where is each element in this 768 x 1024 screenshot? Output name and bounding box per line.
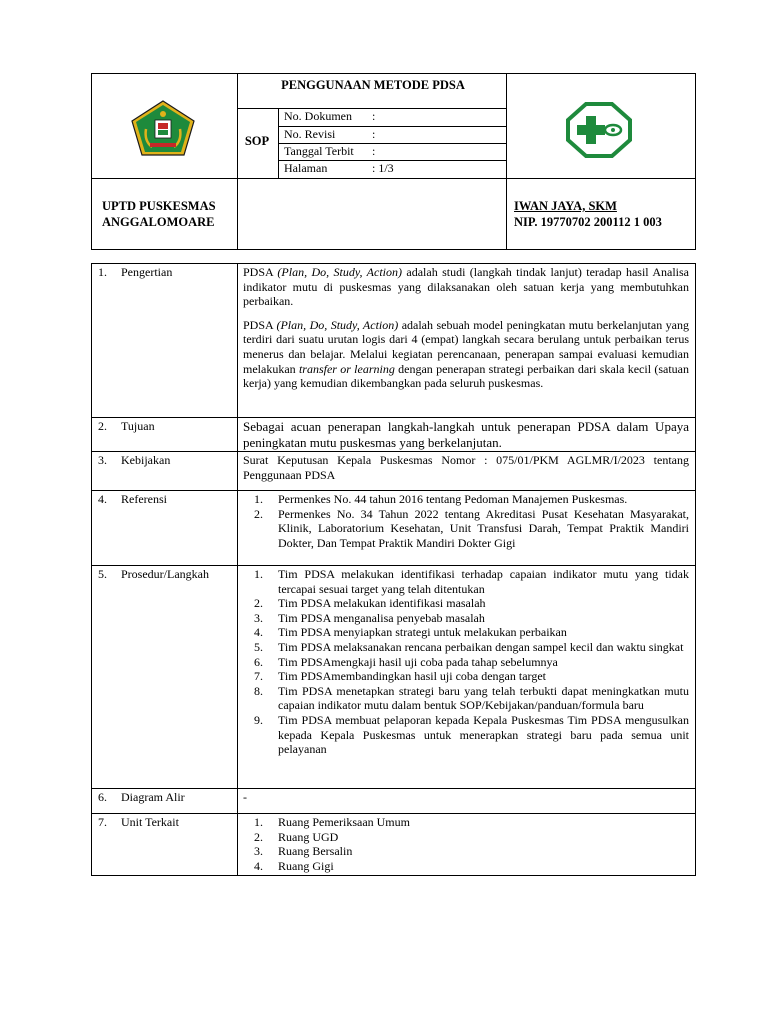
text-run-italic: (Plan, Do, Study, Action) — [277, 265, 402, 279]
section-number: 3. — [98, 453, 107, 467]
meta-value: : — [372, 127, 376, 141]
text-run: adalah sebuah model peningkatan mutu berkelanjutan yang terdiri dari suatu urutan logis dari 4 (empat) langkah secara berulang untuk perbaikan terus menerus dan belajar. Melalui kegiatan perencanaan, penerapan sampai evaluasi kemudian melakukan — [243, 317, 689, 376]
list-item — [243, 492, 689, 507]
org-line: UPTD PUSKESMAS — [102, 199, 216, 213]
list-number: 3. — [254, 610, 263, 625]
meta-row-dokumen — [284, 108, 504, 125]
list-number: 4. — [254, 625, 263, 640]
list-text: Tim PDSA menyiapkan strategi untuk melakukan perbaikan — [278, 625, 567, 640]
text-run: dengan penerapan strategi perbaikan dari skala kecil (satuan kerja) yang kemudian dikembangkan pada seluruh puskesmas. — [243, 361, 689, 391]
list-text: Tim PDSA menetapkan strategi baru yang telah terbukti dapat meningkatkan mutu capaian indikator mutu dalam bentuk SOP/Kebijakan/panduan/formula baru — [278, 683, 689, 713]
list-text: Tim PDSA membuat pelaporan kepada Kepala Puskesmas Tim PDSA mengusulkan kepada Kepala Puskesmas untuk menerapkan strategi baru pada semua unit pelayanan — [278, 712, 689, 757]
list-number: 2. — [254, 596, 263, 611]
list-text: Permenkes No. 44 tahun 2016 tentang Pedoman Manajemen Puskesmas. — [278, 492, 628, 506]
section-body: Sebagai acuan penerapan langkah-langkah untuk penerapan PDSA dalam Upaya peningkatan mutu puskesmas yang berkelanjutan. — [243, 419, 689, 450]
list-item — [243, 567, 689, 596]
section-referensi — [92, 490, 695, 565]
list-text: Tim PDSA melakukan identifikasi masalah — [278, 596, 486, 611]
section-body — [243, 491, 689, 552]
meta-label: Halaman — [284, 161, 328, 175]
list-text: Ruang UGD — [278, 829, 339, 844]
list-number: 1. — [254, 567, 263, 581]
list-number: 2. — [254, 506, 263, 521]
list-number: 6. — [254, 654, 263, 669]
list-number: 4. — [254, 858, 263, 873]
section-label: Tujuan — [121, 419, 155, 433]
list-item — [243, 669, 689, 684]
list-number: 2. — [254, 829, 263, 844]
meta-row-tanggal — [284, 143, 504, 160]
section-body — [243, 814, 689, 875]
divider — [237, 264, 238, 417]
organization-name — [102, 198, 216, 230]
meta-row-revisi — [284, 126, 504, 143]
section-number: 6. — [98, 790, 107, 804]
section-body — [243, 566, 689, 759]
section-kebijakan — [92, 451, 695, 490]
regional-emblem-icon — [130, 99, 196, 157]
text-run: PDSA — [243, 265, 278, 279]
list-number: 5. — [254, 639, 263, 654]
list-item — [243, 655, 689, 670]
document-title: PENGGUNAAN METODE PDSA — [281, 78, 465, 92]
section-label: Kebijakan — [121, 453, 171, 467]
list-item — [243, 596, 689, 611]
list-text: Ruang Bersalin — [278, 844, 353, 859]
section-label: Unit Terkait — [121, 815, 179, 829]
divider — [237, 491, 238, 565]
section-number: 7. — [98, 815, 107, 829]
section-label: Diagram Alir — [121, 790, 185, 804]
meta-label: Tanggal Terbit — [284, 144, 354, 158]
section-label: Pengertian — [121, 265, 173, 279]
divider — [237, 418, 238, 451]
list-text: Permenkes No. 34 Tahun 2022 tentang Akreditasi Pusat Kesehatan Masyarakat, Klinik, Laboratorium Kesehatan, Unit Transfusi Darah, Tempat Praktik Mandiri Dokter, Dan Tempat Praktik Mandiri Dokter Gigi — [278, 506, 689, 550]
section-pengertian — [92, 264, 695, 417]
list-item — [243, 844, 689, 859]
paragraph — [243, 265, 689, 309]
meta-label: No. Revisi — [284, 127, 336, 141]
divider — [237, 74, 238, 249]
list-number: 7. — [254, 669, 263, 684]
divider — [237, 566, 238, 788]
list-item — [243, 640, 689, 655]
section-diagram-alir — [92, 788, 695, 813]
list-number: 1. — [254, 815, 263, 829]
divider — [237, 452, 238, 490]
list-text: Tim PDSAmengkaji hasil uji coba pada tahap sebelumnya — [278, 654, 558, 669]
paragraph — [243, 318, 689, 391]
divider — [506, 74, 507, 249]
list-text: Tim PDSA melaksanakan rencana perbaikan dengan sampel kecil dan waktu singkat — [278, 639, 684, 654]
list-item — [243, 611, 689, 626]
section-prosedur — [92, 565, 695, 788]
section-body — [243, 264, 689, 393]
list-number: 3. — [254, 844, 263, 859]
section-body: Surat Keputusan Kepala Puskesmas Nomor : 075/01/PKM AGLMR/I/2023 tentang Penggunaan PDSA — [243, 453, 689, 482]
sop-label: SOP — [244, 134, 270, 148]
meta-value: : — [372, 144, 376, 158]
list-text: Ruang Gigi — [278, 858, 334, 873]
signatory — [514, 198, 662, 230]
list-number: 8. — [254, 683, 263, 698]
list-number: 1. — [254, 492, 263, 506]
section-number: 1. — [98, 265, 107, 279]
list-item — [243, 684, 689, 713]
org-line: ANGGALOMOARE — [102, 215, 215, 229]
meta-label: No. Dokumen — [284, 109, 352, 123]
meta-row-halaman — [284, 160, 504, 177]
text-run: adalah studi (langkah tindak lanjut) teradap hasil Analisa indikator mutu di puskesmas yang dilaksanakan oleh satuan kerja yang membutuhkan perbaikan. — [243, 265, 689, 309]
list-text: Tim PDSA melakukan identifikasi terhadap capaian indikator mutu yang tidak tercapai sesuai target yang telah ditentukan — [278, 567, 689, 596]
list-number: 9. — [254, 712, 263, 727]
list-item — [243, 815, 689, 830]
list-text: Tim PDSAmembandingkan hasil uji coba dengan target — [278, 669, 546, 684]
section-number: 2. — [98, 419, 107, 433]
section-label: Referensi — [121, 492, 167, 506]
procedure-list — [243, 567, 689, 757]
meta-value: : — [372, 109, 376, 123]
text-run: PDSA — [243, 317, 277, 332]
list-item — [243, 859, 689, 874]
section-body: - — [243, 790, 247, 804]
list-item — [243, 507, 689, 551]
list-item — [243, 625, 689, 640]
sop-header-table — [91, 73, 696, 250]
section-label: Prosedur/Langkah — [121, 567, 209, 581]
text-run-italic: (Plan, Do, Study, Action) — [276, 317, 399, 332]
list-item — [243, 830, 689, 845]
unit-list — [243, 815, 689, 873]
text-run-italic: transfer or learning — [298, 361, 395, 376]
list-item — [243, 713, 689, 757]
section-tujuan — [92, 417, 695, 451]
divider — [237, 789, 238, 813]
divider — [92, 178, 695, 179]
puskesmas-cross-logo-icon — [566, 102, 632, 158]
section-unit-terkait — [92, 813, 695, 875]
meta-value: : 1/3 — [372, 161, 394, 175]
section-number: 5. — [98, 567, 107, 581]
signatory-name: IWAN JAYA, SKM — [514, 199, 617, 213]
list-text: Ruang Pemeriksaan Umum — [278, 815, 410, 829]
reference-list — [243, 492, 689, 550]
divider — [237, 814, 238, 875]
signatory-nip: NIP. 19770702 200112 1 003 — [514, 215, 662, 229]
sop-content-table — [91, 263, 696, 876]
section-number: 4. — [98, 492, 107, 506]
list-text: Tim PDSA menganalisa penyebab masalah — [278, 610, 485, 625]
